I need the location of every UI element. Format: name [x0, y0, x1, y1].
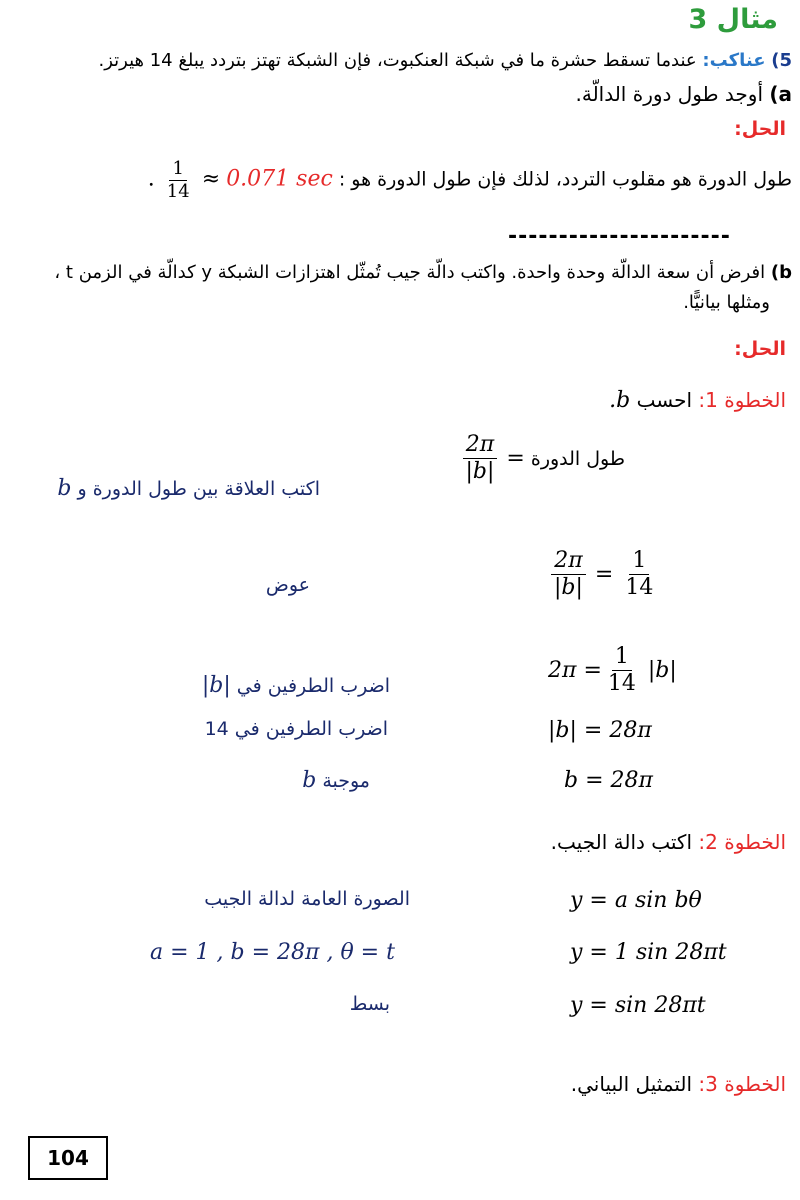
divider: ---------------------- [508, 224, 731, 249]
eq1-equals: = [506, 446, 525, 472]
fraction-numerator: 1 [169, 158, 186, 181]
eq7-note: a = 1 , b = 28π , θ = t [150, 940, 395, 965]
page-number: 104 [28, 1136, 108, 1180]
answer-fraction [164, 158, 193, 202]
problem-text: عندما تسقط حشرة ما في شبكة العنكبوت، فإن الشبكة تهتز بتردد يبلغ 14 هيرتز. [98, 50, 697, 71]
eq2-den1: |b| [554, 575, 583, 601]
equation-6: y = a sin bθ [570, 888, 702, 913]
eq1-note-text: اكتب العلاقة بين طول الدورة و [77, 478, 320, 500]
part-b-question-line1 [54, 262, 792, 283]
eq3-note-text: اضرب الطرفين في [236, 675, 390, 697]
part-a-label: a) [769, 82, 792, 106]
eq3-note-var: |b| [201, 673, 231, 698]
eq3-lhs: 2π = [548, 658, 602, 684]
part-a-solution-label: الحل: [734, 118, 786, 140]
part-b-text: افرض أن سعة الدالّة وحدة واحدة. واكتب دالّة جيب تُمثّل اهتزازات الشبكة y كدالّة في الزمن t ، [54, 262, 766, 283]
eq2-num2: 1 [629, 548, 649, 575]
eq1-left: طول الدورة [530, 447, 625, 470]
part-b-solution-label: الحل: [734, 338, 786, 360]
example-title: مثال 3 [688, 4, 778, 35]
equation-4: |b| = 28π [548, 718, 652, 743]
eq2-num1: 2π [551, 548, 585, 575]
eq2-den2: 14 [625, 575, 654, 601]
eq1-note [57, 476, 320, 501]
step1-text: احسب [636, 388, 693, 412]
equation-8: y = sin 28πt [570, 993, 706, 1018]
eq1-num: 2π [463, 432, 497, 459]
step1-var: b. [609, 388, 631, 413]
fraction-denominator: 14 [166, 180, 190, 202]
eq3-num: 1 [612, 644, 632, 671]
eq1-note-var: b [57, 476, 72, 501]
eq5-note-text: موجبة [322, 770, 370, 792]
step1-label: الخطوة 1: [698, 388, 786, 412]
step3 [571, 1072, 786, 1096]
part-a-answer [148, 158, 792, 202]
problem-number: 5) [771, 50, 792, 71]
step3-text: التمثيل البياني. [570, 1072, 693, 1096]
part-a-text: أوجد طول دورة الدالّة. [575, 82, 763, 106]
part-a-question [575, 82, 792, 106]
equation-7: y = 1 sin 28πt [570, 940, 727, 965]
eq1-den: |b| [465, 459, 495, 485]
eq2-equals: = [594, 562, 614, 588]
equation-3 [548, 644, 677, 698]
eq3-rhs: |b| [647, 658, 677, 684]
equation-1 [459, 432, 625, 486]
approx-sign: ≈ [201, 166, 221, 192]
answer-value: 0.071 sec [226, 166, 333, 192]
eq2-fraction-left [551, 548, 586, 602]
eq2-fraction-right [622, 548, 656, 602]
eq1-fraction [462, 432, 497, 486]
equation-2 [548, 548, 659, 602]
step2-label: الخطوة 2: [698, 830, 786, 854]
answer-text: طول الدورة هو مقلوب التردد، لذلك فإن طول الدورة هو : [338, 168, 792, 191]
eq2-note: عوض [265, 574, 310, 596]
eq3-fraction [605, 644, 639, 698]
step1 [609, 388, 786, 413]
step2 [551, 830, 786, 854]
eq8-note: بسط [349, 993, 390, 1015]
problem-tag: عناكب: [702, 50, 766, 71]
eq3-note [202, 673, 390, 698]
problem-statement [98, 50, 792, 71]
eq5-note [302, 768, 370, 793]
eq5-note-var: b [302, 768, 317, 793]
step2-text: اكتب دالة الجيب. [550, 830, 693, 854]
eq6-note: الصورة العامة لدالة الجيب [204, 888, 410, 910]
eq3-den: 14 [607, 671, 636, 697]
answer-end: . [147, 166, 155, 192]
step3-label: الخطوة 3: [698, 1072, 786, 1096]
equation-5: b = 28π [564, 768, 653, 793]
part-b-label: b) [770, 262, 792, 283]
part-b-question-line2: ومثلها بيانيًّا. [683, 292, 770, 313]
eq4-note: اضرب الطرفين في 14 [204, 718, 388, 740]
